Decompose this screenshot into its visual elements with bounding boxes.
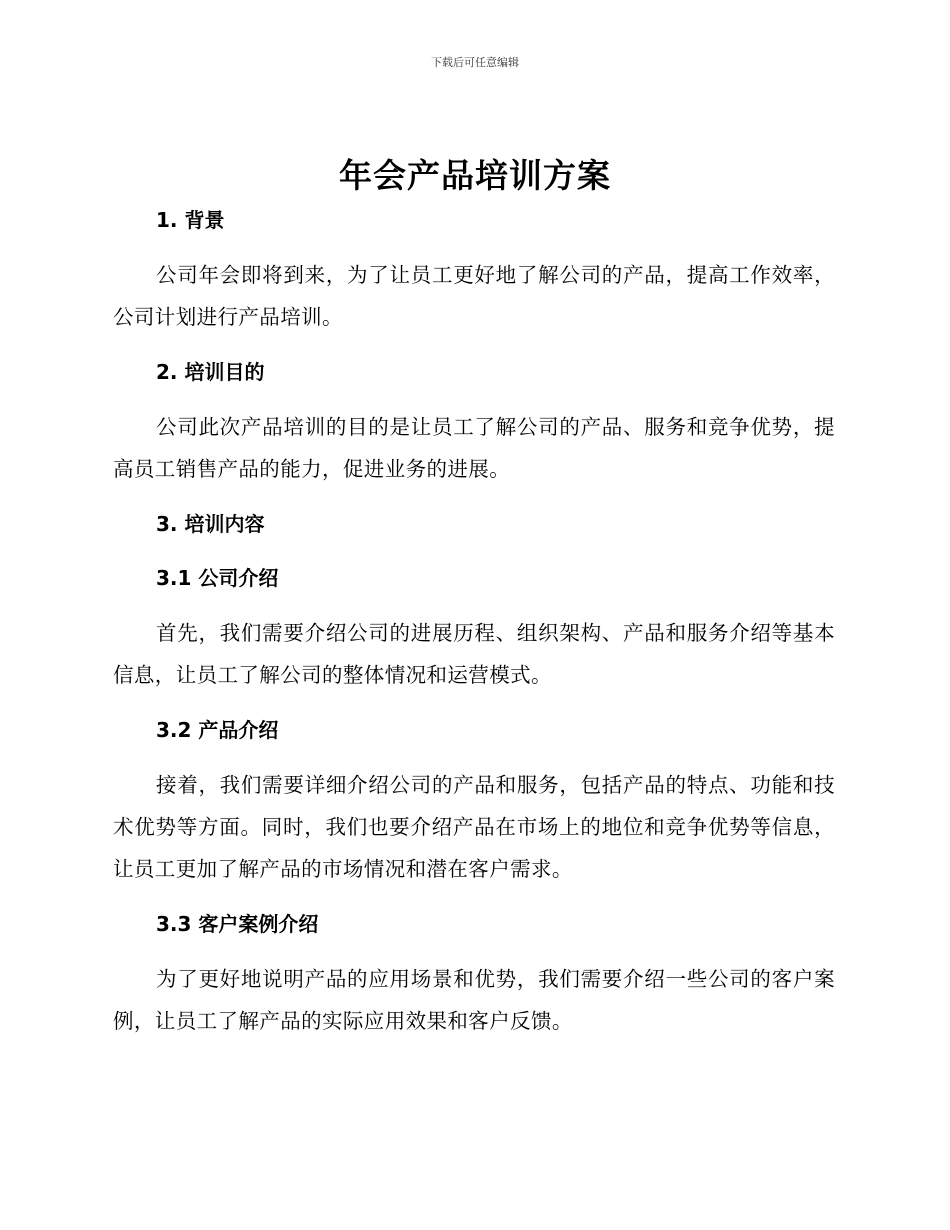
paragraph-company-intro: 首先，我们需要介绍公司的进展历程、组织架构、产品和服务介绍等基本信息，让员工了解公司的整体情况和运营模式。 — [113, 621, 835, 687]
subsection-heading-company-intro: 3.1 公司介绍 — [156, 566, 279, 590]
document-body — [113, 200, 835, 1056]
subsection-heading-customer-cases: 3.3 客户案例介绍 — [156, 912, 319, 936]
paragraph-background: 公司年会即将到来，为了让员工更好地了解公司的产品，提高工作效率，公司计划进行产品培训。 — [113, 263, 835, 329]
section-heading-background: 1. 背景 — [156, 208, 225, 232]
section-heading-training-purpose: 2. 培训目的 — [156, 360, 265, 384]
paragraph-product-intro: 接着，我们需要详细介绍公司的产品和服务，包括产品的特点、功能和技术优势等方面。同时，我们也要介绍产品在市场上的地位和竞争优势等信息，让员工更加了解产品的市场情况和潜在客户需求。 — [113, 773, 835, 881]
section-heading-training-content: 3. 培训内容 — [156, 512, 265, 536]
subsection-heading-product-intro: 3.2 产品介绍 — [156, 718, 279, 742]
document-title: 年会产品培训方案 — [339, 156, 611, 195]
paragraph-training-purpose: 公司此次产品培训的目的是让员工了解公司的产品、服务和竞争优势，提高员工销售产品的能力，促进业务的进展。 — [113, 415, 835, 481]
header-note: 下载后可任意编辑 — [431, 56, 519, 69]
paragraph-customer-cases: 为了更好地说明产品的应用场景和优势，我们需要介绍一些公司的客户案例，让员工了解产品的实际应用效果和客户反馈。 — [113, 967, 835, 1033]
